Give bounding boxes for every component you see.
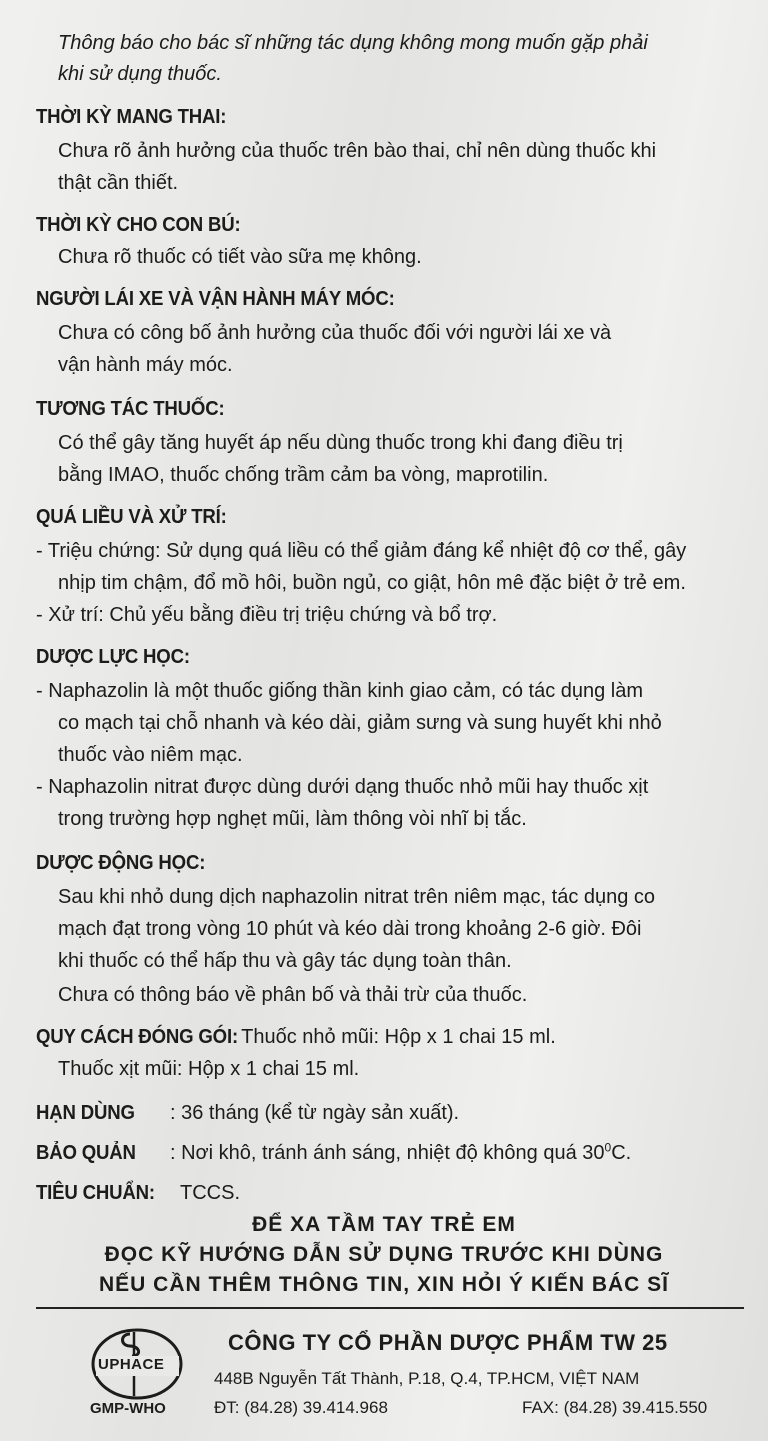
storage-value-row [170, 1141, 631, 1165]
warning-line-3: NẾU CẦN THÊM THÔNG TIN, XIN HỎI Ý KIẾN BÁC SĨ [98, 1273, 670, 1296]
packaging-value-2: Thuốc xịt mũi: Hộp x 1 chai 15 ml. [58, 1058, 360, 1080]
warning-line-1: ĐỂ XA TẦM TAY TRẺ EM [252, 1213, 516, 1236]
storage-degree: 0 [604, 1140, 612, 1155]
standard-value: TCCS. [180, 1182, 240, 1204]
certification-label: GMP-WHO [90, 1400, 166, 1417]
intro-line-2: khi sử dụng thuốc. [58, 63, 222, 85]
interactions-line-1: Có thể gây tăng huyết áp nếu dùng thuốc trong khi đang điều trị [58, 432, 623, 454]
pregnancy-line-2: thật cần thiết. [58, 172, 179, 194]
storage-value: : Nơi khô, tránh ánh sáng, nhiệt độ không quá 30 [170, 1142, 605, 1164]
breastfeeding-heading: THỜI KỲ CHO CON BÚ: [36, 214, 241, 236]
pharmacokinetics-line-1: Sau khi nhỏ dung dịch naphazolin nitrat trên niêm mạc, tác dụng co [58, 886, 656, 908]
pharmacokinetics-line-2: mạch đạt trong vòng 10 phút và kéo dài trong khoảng 2-6 giờ. Đôi [58, 918, 642, 940]
pharmacodynamics-line-1: - Naphazolin là một thuốc giống thần kinh giao cảm, có tác dụng làm [36, 680, 644, 702]
overdose-line-1: - Triệu chứng: Sử dụng quá liều có thể giảm đáng kể nhiệt độ cơ thể, gây [36, 540, 687, 562]
storage-label: BẢO QUẢN [36, 1142, 136, 1164]
packaging-row [36, 1025, 556, 1049]
breastfeeding-line-1: Chưa rõ thuốc có tiết vào sữa mẹ không. [58, 246, 422, 268]
pharmacodynamics-line-2: co mạch tại chỗ nhanh và kéo dài, giảm sưng và sung huyết khi nhỏ [58, 712, 662, 734]
interactions-heading: TƯƠNG TÁC THUỐC: [36, 398, 225, 420]
shelf-life-value: : 36 tháng (kể từ ngày sản xuất). [170, 1102, 460, 1124]
pharmacodynamics-line-3: thuốc vào niêm mạc. [58, 744, 243, 766]
overdose-line-3: - Xử trí: Chủ yếu bằng điều trị triệu chứng và bổ trợ. [36, 604, 498, 626]
footer-divider [36, 1307, 744, 1309]
packaging-value-1: Thuốc nhỏ mũi: Hộp x 1 chai 15 ml. [241, 1026, 556, 1048]
pharmacokinetics-line-3: khi thuốc có thể hấp thu và gây tác dụng toàn thân. [58, 950, 512, 972]
standard-label: TIÊU CHUẨN: [36, 1182, 155, 1204]
interactions-line-2: bằng IMAO, thuốc chống trầm cảm ba vòng, maprotilin. [58, 464, 549, 486]
pharmacokinetics-line-4: Chưa có thông báo về phân bố và thải trừ của thuốc. [58, 984, 528, 1006]
driving-line-1: Chưa có công bố ảnh hưởng của thuốc đối với người lái xe và [58, 322, 612, 344]
intro-line-1: Thông báo cho bác sĩ những tác dụng không mong muốn gặp phải [58, 32, 648, 54]
storage-unit: C. [611, 1142, 632, 1164]
company-name: CÔNG TY CỔ PHẦN DƯỢC PHẨM TW 25 [228, 1330, 668, 1355]
pregnancy-heading: THỜI KỲ MANG THAI: [36, 106, 227, 128]
company-phone: ĐT: (84.28) 39.414.968 [214, 1398, 388, 1417]
company-address: 448B Nguyễn Tất Thành, P.18, Q.4, TP.HCM, VIỆT NAM [214, 1369, 640, 1388]
logo-text: UPHACE [98, 1356, 165, 1373]
warning-line-2: ĐỌC KỸ HƯỚNG DẪN SỬ DỤNG TRƯỚC KHI DÙNG [104, 1243, 664, 1266]
overdose-heading: QUÁ LIỀU VÀ XỬ TRÍ: [36, 506, 227, 528]
shelf-life-label: HẠN DÙNG [36, 1102, 135, 1124]
pharmacokinetics-heading: DƯỢC ĐỘNG HỌC: [36, 852, 206, 874]
pharmacodynamics-line-4: - Naphazolin nitrat được dùng dưới dạng thuốc nhỏ mũi hay thuốc xịt [36, 776, 649, 798]
pregnancy-line-1: Chưa rõ ảnh hưởng của thuốc trên bào thai, chỉ nên dùng thuốc khi [58, 140, 657, 162]
pharmacodynamics-heading: DƯỢC LỰC HỌC: [36, 646, 190, 668]
overdose-line-2: nhịp tim chậm, đổ mồ hôi, buồn ngủ, co giật, hôn mê đặc biệt ở trẻ em. [58, 572, 686, 594]
packaging-label: QUY CÁCH ĐÓNG GÓI: [36, 1026, 238, 1048]
driving-line-2: vận hành máy móc. [58, 354, 233, 376]
pharmacodynamics-line-5: trong trường hợp nghẹt mũi, làm thông vòi nhĩ bị tắc. [58, 808, 527, 830]
driving-heading: NGƯỜI LÁI XE VÀ VẬN HÀNH MÁY MÓC: [36, 288, 395, 310]
company-fax: FAX: (84.28) 39.415.550 [522, 1398, 708, 1417]
